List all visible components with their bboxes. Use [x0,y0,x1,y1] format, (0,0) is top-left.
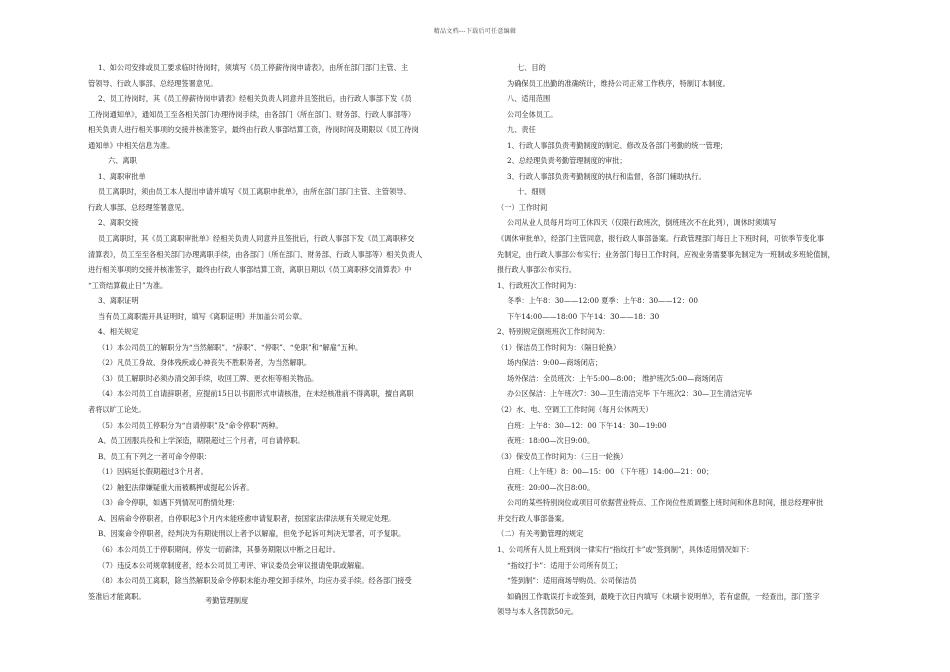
text-line: 当有员工离职需开具证明时，填写《离职证明》并加盖公司公章。 [98,311,307,321]
text-line: 2、特别规定倒班班次工作时间为： [497,327,610,337]
text-line: 通知单》中相关信息为准。 [88,140,175,150]
text-line: （3）命令停职，如遇下列情况可酌情处理： [98,498,240,508]
text-line: 员工离职时，须由员工本人提出申请并填写《员工离职申批单》，由所在部门部门主管、主管领导、 [98,187,411,197]
text-line: 报行政人事部公布实行。 [497,265,577,275]
text-line: 1、离职审批单 [98,171,146,181]
text-line: （5）本公司员工停职分为“自请停职”及“命令停职”两种。 [98,420,283,430]
text-line: 白班：（上午班）8：00—15：00 （下午班）14:00—21：00； [507,467,714,477]
text-line: A、因病命令停职者，自停职起3个月内未能痊愈申请复职者，按国家法律法规有关规定处理。 [98,513,396,523]
text-line: 员工离职时，其《员工离职审批单》经相关负责人同意并且签批后，行政人事部下发《员工离职移交 [98,234,415,244]
text-line: 《调休审批单》，经部门主管同意，报行政人事部备案。行政管理部门每日上下班时间，可依季节变化事 [497,234,825,244]
text-line: 如确因工作耽误打卡或签到，最晚于次日内填写《未刷卡说明单》，若有虚假，一经查出，部门签字 [507,591,820,601]
text-line: （3）保安员工作时间为：（三日一轮换） [497,451,628,461]
text-line: 八、适用范围 [507,94,551,104]
text-line: 3、行政人事部负责考勤制度的执行和监督，各部门辅助执行。 [507,171,706,181]
text-line: 夜班：20:00—次日8:00。 [507,482,595,492]
text-line: 公司从业人员每月均可工休四天（仅限行政班次，倒班班次不在此列），调休时须填写 [507,218,777,228]
text-line: 相关负责人进行相关事项的交接并核准签字，最终由行政人事部结算工资，待岗时间及期限以《员工待岗 [88,125,419,135]
text-line: “指纹打卡”：适用于公司所有员工； [507,560,623,570]
text-line: （二）有关考勤管理的规定 [497,529,584,539]
text-line: （2）水、电、空调工工作时间（每月公休两天） [497,405,653,415]
text-line: （2）触犯法律嫌疑重大而被羁押或提起公诉者。 [98,482,254,492]
text-line: 清算表》，员工至至各相关部门办理离职手续，由各部门（所在部门、财务部、行政人事部等）相关负责人 [88,249,423,259]
text-line: A、员工因服兵役和上学深造，期限超过三个月者，可自请停职。 [98,436,305,446]
text-line: B、因案命令停职者，经判决为有期徒刑以上者予以解雇，但免予起诉可判决无罪者，可予复职。 [98,529,406,539]
text-line: 白班：上午8：30—12：00 下午14：30—19:00 [507,420,667,430]
text-line: （一）工作时间 [497,202,548,212]
text-line: （1）因病延长假期超过3个月者。 [98,467,208,477]
text-line: 场外保洁：全员班次：上午5:00—8:00； 维护班次5:00—商场闭店 [507,373,724,383]
text-line: 进行相关事项的交接并核准签字，最终由行政人事部结算工资，离职日期以《员工离职移交清算表》中 [88,265,412,275]
text-line: 先制定，由行政人事部公布实行；业务部门每日工作时间，应视业务需要事先制定为一班制或多班轮值制， [497,249,835,259]
text-line: 3、离职证明 [98,296,139,306]
text-line: 下午14:00——18:00 下午14：30——18：30 [507,311,660,321]
text-line: 2、总经理负责考勤管理制度的审批； [507,156,627,166]
text-line: 十、细则 [517,187,546,197]
text-line: 2、离职交接 [98,218,139,228]
text-line: （1）本公司员工的解职分为“当然解职”、“辞职”、“停职”、“免职”和“解雇”五种。 [98,342,363,352]
text-line: 1、如公司安排或员工要求临时待岗时，须填写《员工停薪待岗申请表》，由所在部门部门主管、主 [98,63,409,72]
text-line: （8）本公司员工离职，除当然解职及命令停职未能办理交卸手续外，均应办妥手续。经各部门接受 [98,576,412,586]
section-title-attendance: 考勤管理制度 [205,596,249,605]
right-column [497,60,867,620]
text-line: 行政人事部、总经理签署意见。 [88,202,189,212]
text-line: 管领导、行政人事部、总经理签署意见。 [88,78,218,88]
text-line: （1）保洁员工作时间为：（隔日轮换） [497,342,621,352]
text-line: 并交行政人事部备案。 [497,513,569,523]
text-line: 夜班：18:00—次日9:00。 [507,436,595,446]
text-line: 1、行政人事部负责考勤制度的制定、修改及各部门考勤的统一管理； [507,140,728,150]
text-line: B、员工有下列之一者可命令停职： [98,451,212,461]
text-line: 办公区保洁：上午班次7：30—卫生清洁完毕 下午班次2：30—卫生清洁完毕 [507,389,753,399]
left-column [88,60,468,604]
text-line: 冬季：上午8：30——12:00 夏季：上午8：30——12：00 [507,296,698,306]
text-line: （2）凡员工身故、身体残疾或心神丧失不胜职务者，为当然解职。 [98,358,312,368]
text-line: 者将以旷工论处。 [88,405,146,415]
text-line: （3）员工解职时必须办清交卸手续，收回工牌、更衣柜等相关物品。 [98,373,319,383]
text-line: 工待岗通知单》，通知员工至各相关部门办理待岗手续，由各部门（所在部门、财务部、行政人事部等） [88,109,416,119]
page-header: 精品文档---下载后可任意编辑 [433,28,517,35]
text-line: 公司的某些特别岗位或项目可依据营业特点、工作岗位性质调整上班时间和休息时间，报总经理审批 [507,498,824,508]
text-line: 签准后才能离职。 [88,591,146,601]
text-line: 六、离职 [108,156,137,166]
text-line: 领导与本人各罚款50元。 [497,607,579,617]
text-line: 1、行政班次工作时间为： [497,280,581,290]
text-line: （7）违反本公司规章制度者，经本公司员工考评、审议委员会审议报请免职或解雇。 [98,560,369,570]
text-line: “签到制”：适用商场导购员、公司保洁员 [507,576,637,586]
text-line: “工资结算截止日”为准。 [88,280,168,290]
text-line: 4、相关规定 [98,327,139,337]
text-line: （6）本公司员工于停职期间，停发一切薪津，其暴务期限以中断之日起计。 [98,544,340,554]
text-line: 1、公司所有人员上班到岗一律实行“指纹打卡”或“签到制”，具体适用情况如下： [497,544,754,554]
text-line: 场内保洁：9:00—商场闭店； [507,358,603,368]
text-line: 七、目的 [517,63,546,72]
text-line: （4）本公司员工自请辞职者，应提前15日以书面形式申请核准，在未经核准前不得离职，擅自离职 [98,389,414,399]
text-line: 九、责任 [507,125,536,135]
text-line: 公司全体员工。 [507,109,558,119]
text-line: 2、员工待岗时，其《员工停薪待岗申请表》经相关负责人同意并且签批后，由行政人事部下发《员 [98,94,412,104]
text-line: 为确保员工出勤的准确统计，维持公司正常工作秩序，特制订本制度。 [507,78,730,88]
